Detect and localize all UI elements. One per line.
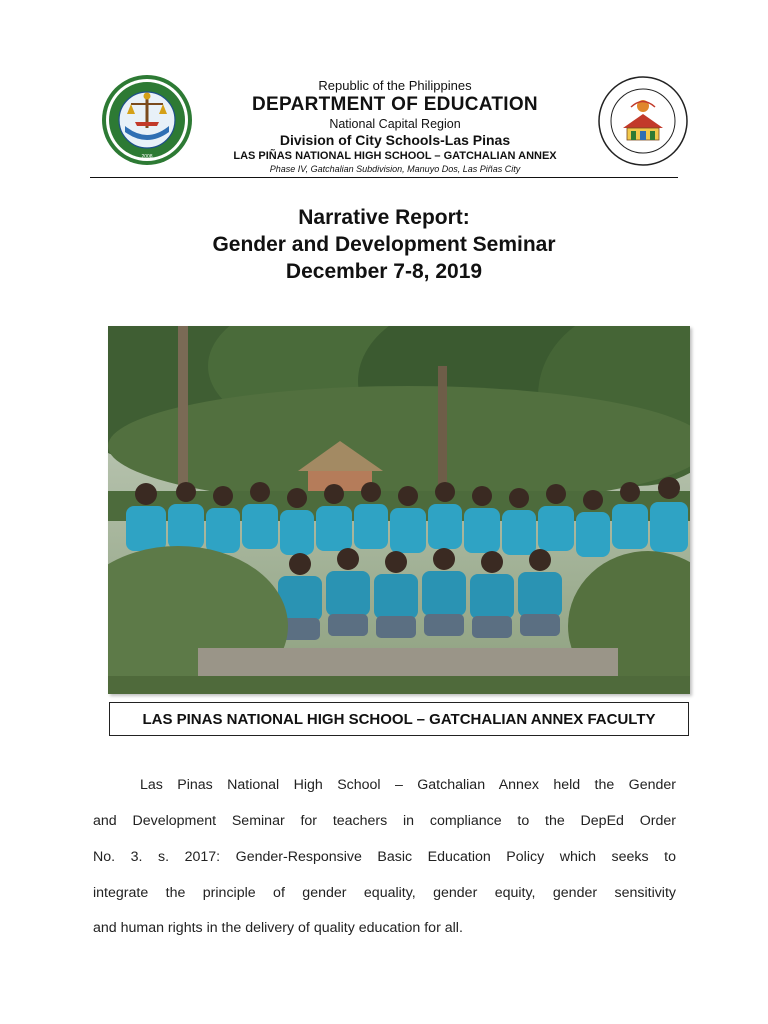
paragraph-line-1: Las Pinas National High School – Gatchalian Annex held the Gender (140, 777, 676, 793)
seal-year: 2008 (141, 154, 153, 160)
department-heading: DEPARTMENT OF EDUCATION (252, 94, 538, 115)
photo-caption (109, 702, 689, 736)
photo-caption-text: LAS PINAS NATIONAL HIGH SCHOOL – GATCHALIAN ANNEX FACULTY (142, 710, 656, 728)
republic-heading: Republic of the Philippines (318, 78, 472, 93)
paragraph-line-4: integrate the principle of gender equality, gender equity, gender sensitivity (93, 885, 676, 901)
school-address: Phase IV, Gatchalian Subdivision, Manuyo Dos, Las Piñas City (269, 164, 521, 174)
report-subtitle: Gender and Development Seminar (212, 233, 556, 256)
paragraph-line-5: and human rights in the delivery of quality education for all. (93, 920, 463, 936)
paragraph-line-3: No. 3. s. 2017: Gender-Responsive Basic Education Policy which seeks to (93, 849, 676, 865)
report-date: December 7-8, 2019 (285, 260, 483, 283)
paragraph-line-2: and Development Seminar for teachers in compliance to the DepEd Order (93, 813, 676, 829)
region-heading: National Capital Region (329, 117, 461, 131)
report-title: Narrative Report: (298, 206, 470, 229)
division-heading: Division of City Schools-Las Pinas (279, 132, 511, 148)
school-seal-logo (101, 74, 193, 166)
school-heading: LAS PIÑAS NATIONAL HIGH SCHOOL – GATCHALIAN ANNEX (233, 150, 557, 162)
division-seal-logo (598, 76, 688, 166)
header-divider (90, 177, 678, 178)
faculty-group-photo (108, 326, 690, 694)
